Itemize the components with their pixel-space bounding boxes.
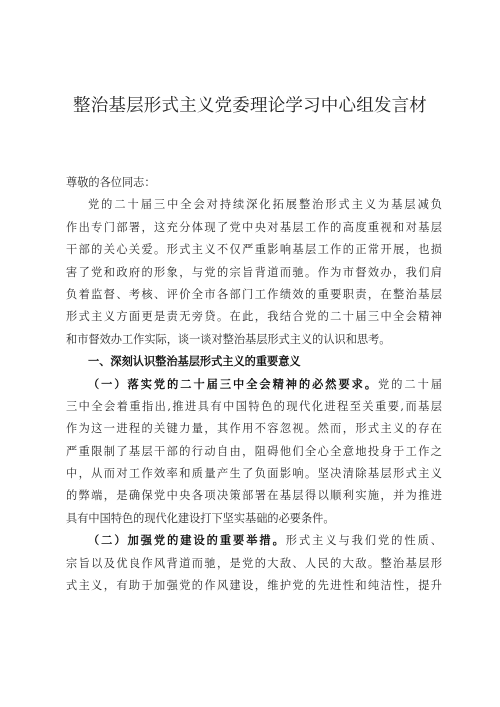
document-title: 整治基层形式主义党委理论学习中心组发言材 bbox=[73, 96, 427, 116]
point-line: 作为这一进程的关键力量，其作用不容忽视。然而，形式主义的存在 bbox=[66, 422, 442, 436]
point-line: 中，从而对工作效率和质量产生了负面影响。坚决清除基层形式主义 bbox=[66, 467, 442, 481]
point-first-line bbox=[66, 374, 442, 396]
point-line: 的弊端，是确保党中央各项决策部署在基层得以顺利实施，并为推进 bbox=[66, 489, 442, 503]
intro-line: 党的二十届三中全会对持续深化拓展整治形式主义为基层减负 bbox=[88, 198, 442, 212]
intro-line: 作出专门部署，这充分体现了党中央对基层工作的高度重视和对基层 bbox=[66, 220, 442, 234]
point-line: 式主义，有助于加强党的作风建设，维护党的先进性和纯洁性，提升 bbox=[66, 579, 442, 593]
intro-line: 负着监督、考核、评价全市各部门工作绩效的重要职责，在整治基层 bbox=[66, 287, 442, 301]
intro-line: 害了党和政府的形象，与党的宗旨背道而驰。作为市督效办，我们肩 bbox=[66, 265, 442, 279]
section-heading: 一、深刻认识整治基层形式主义的重要意义 bbox=[88, 355, 301, 369]
salutation: 尊敬的各位同志： bbox=[66, 176, 156, 189]
point-heading: （一）落实党的二十届三中全会精神的必然要求。 bbox=[88, 377, 379, 391]
point-text: 形式主义与我们党的性质、 bbox=[285, 534, 442, 548]
point-line: 三中全会着重指出,推进具有中国特色的现代化进程至关重要,而基层 bbox=[66, 399, 442, 413]
point-first-line bbox=[66, 530, 442, 552]
intro-line: 形式主义方面更是责无旁贷。在此，我结合党的二十届三中全会精神 bbox=[66, 310, 442, 324]
point-text: 党的二十届 bbox=[378, 377, 442, 391]
point-line: 严重限制了基层干部的行动自由，阻碍他们全心全意地投身于工作之 bbox=[66, 444, 442, 458]
document-body bbox=[66, 172, 442, 597]
intro-line: 和市督效办工作实际，谈一谈对整治基层形式主义的认识和思考。 bbox=[66, 332, 391, 346]
point-heading: （二）加强党的建设的重要举措。 bbox=[88, 534, 286, 548]
intro-line: 干部的关心关爱。形式主义不仅严重影响基层工作的正常开展，也损 bbox=[66, 243, 442, 257]
point-line: 宗旨以及优良作风背道而驰，是党的大敌、人民的大敌。整治基层形 bbox=[66, 556, 442, 570]
point-line: 具有中国特色的现代化建设打下坚实基础的必要条件。 bbox=[66, 511, 335, 525]
